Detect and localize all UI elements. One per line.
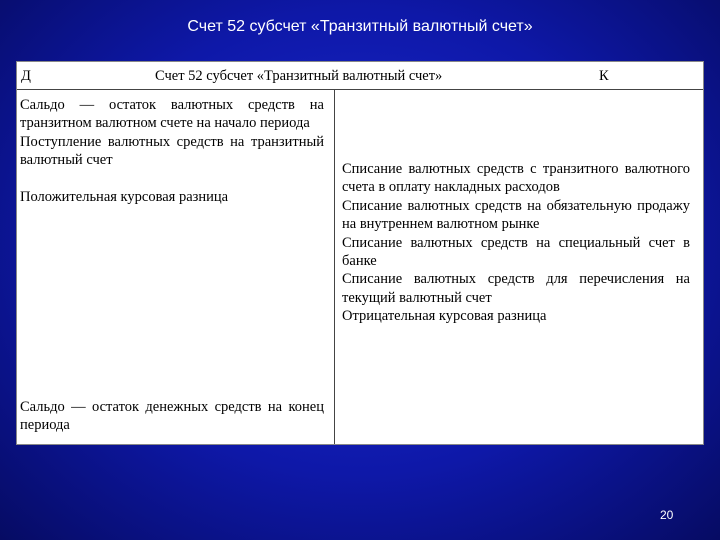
credit-header: К: [599, 68, 609, 84]
debit-item-opening-balance: Сальдо — остаток валютных средств на транзитном валютном счете на начало периода: [20, 97, 324, 132]
page-number: 20: [660, 508, 674, 522]
debit-item-positive-rate-difference: Положительная курсовая разница: [20, 188, 229, 205]
credit-item-mandatory-sale: Списание валютных средств на обязательную продажу на внутреннем валютном рынке: [342, 197, 690, 233]
credit-item-transfer-current: Списание валютных средств для перечисления на текущий валютный счет: [342, 271, 690, 306]
account-table: [16, 61, 704, 445]
credit-item-negative-rate-difference: Отрицательная курсовая разница: [342, 308, 547, 325]
debit-column: [20, 96, 324, 206]
slide-title: Счет 52 субсчет «Транзитный валютный счет»: [187, 18, 533, 35]
debit-item-receipt: Поступление валютных средств на транзитный валютный счет: [20, 133, 324, 169]
debit-header: Д: [21, 68, 31, 84]
credit-column: [342, 160, 690, 326]
column-divider: [334, 90, 335, 444]
table-header-row: [17, 62, 703, 90]
debit-item-closing-balance: Сальдо — остаток денежных средств на конец периода: [20, 399, 324, 434]
credit-item-overhead: Списание валютных средств с транзитного валютного счета в оплату накладных расходов: [342, 161, 690, 196]
account-header-title: Счет 52 субсчет «Транзитный валютный счет»: [155, 68, 443, 84]
closing-balance-cell: [20, 398, 324, 435]
credit-item-special-account: Списание валютных средств на специальный счет в банке: [342, 234, 690, 270]
